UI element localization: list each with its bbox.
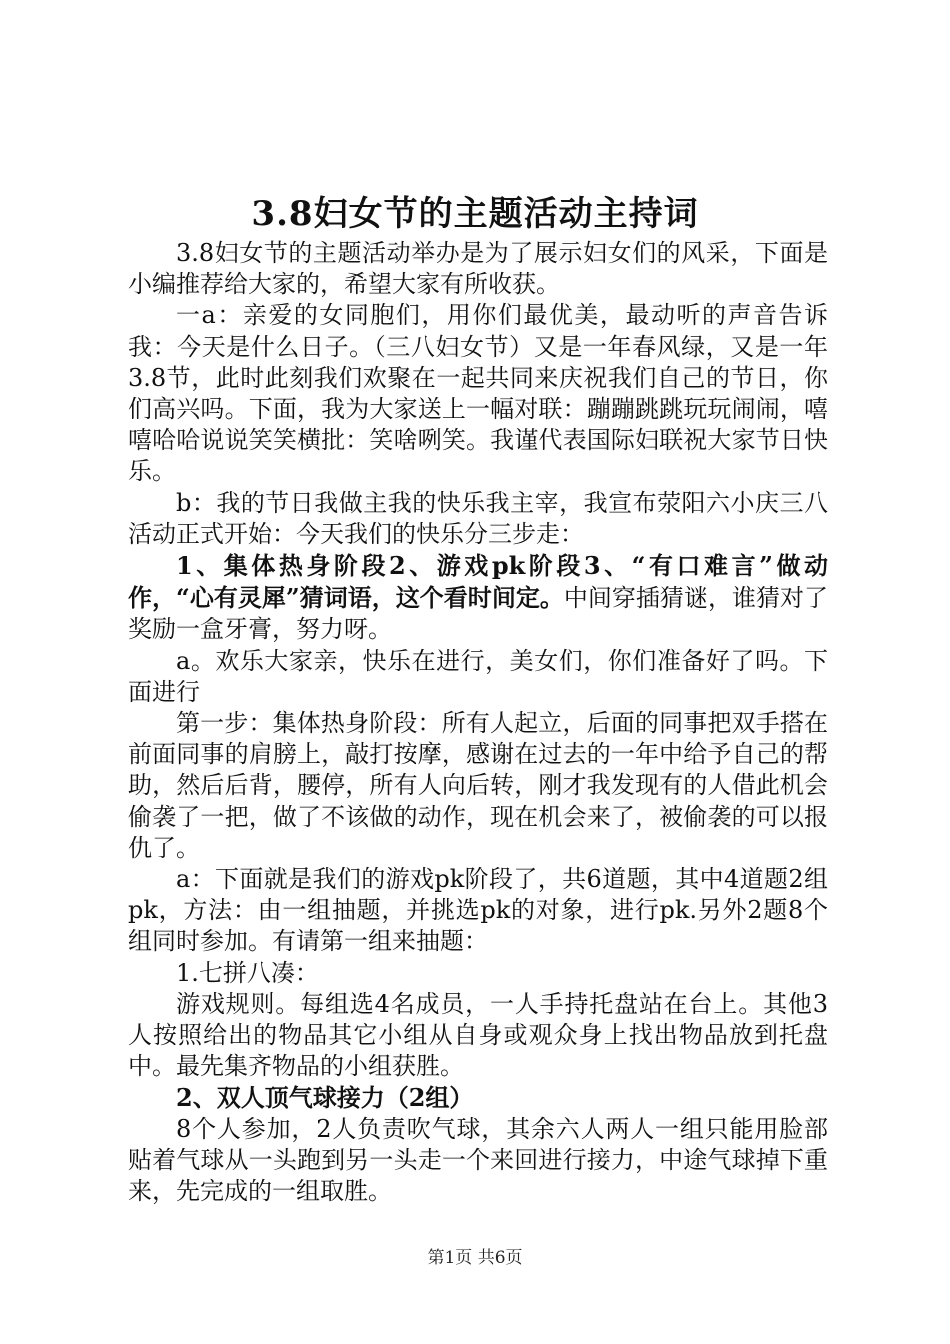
game-1-heading: 1.七拼八凑： xyxy=(176,958,319,987)
game-2-heading: 2、双人顶气球接力（2组） xyxy=(176,1083,474,1113)
ready-paragraph: a。欢乐大家亲，快乐在进行，美女们，你们准备好了吗。下面进行 xyxy=(128,646,828,706)
steps-paragraph xyxy=(128,550,828,646)
document-body xyxy=(128,238,828,1207)
steps-rest-text: 中间穿插猜谜，谁猜对了奖励一盒牙膏，努力呀。 xyxy=(128,584,829,644)
intro-paragraph: 3.8妇女节的主题活动举办是为了展示妇女们的风采，下面是小编推荐给大家的，希望大家有所收获。 xyxy=(128,239,828,299)
page-footer: 第1页 共6页 xyxy=(427,1248,523,1268)
steps-bold-text: 1、集体热身阶段2、游戏pk阶段3、“有口难言”做动作，“心有灵犀”猜词语，这个看时间定。 xyxy=(128,551,828,613)
document-title: 3.8妇女节的主题活动主持词 xyxy=(251,194,699,234)
host-b-paragraph: b：我的节日我做主我的快乐我主宰，我宣布荥阳六小庆三八活动正式开始：今天我们的快乐分三步走： xyxy=(128,488,828,548)
game-1-rules: 游戏规则。每组选4名成员，一人手持托盘站在台上。其他3人按照给出的物品其它小组从自身或观众身上找出物品放到托盘中。最先集齐物品的小组获胜。 xyxy=(128,989,828,1081)
host-a-paragraph: 一a：亲爱的女同胞们，用你们最优美，最动听的声音告诉我：今天是什么日子。（三八妇女节）又是一年春风绿，又是一年3.8节，此时此刻我们欢聚在一起共同来庆祝我们自己的节日，你们高兴吗。下面，我为大家送上一幅对联：蹦蹦跳跳玩玩闹闹，嘻嘻哈哈说说笑笑横批：笑啥咧笑。我谨代表国际妇联祝大家节日快乐。 xyxy=(128,301,828,486)
warmup-paragraph: 第一步：集体热身阶段：所有人起立，后面的同事把双手搭在前面同事的肩膀上，敲打按摩，感谢在过去的一年中给予自己的帮助，然后后背，腰停，所有人向后转，刚才我发现有的人借此机会偷袭了一把，做了不该做的动作，现在机会来了，被偷袭的可以报仇了。 xyxy=(128,709,828,862)
pk-paragraph: a：下面就是我们的游戏pk阶段了，共6道题，其中4道题2组pk，方法：由一组抽题，并挑选pk的对象，进行pk.另外2题8个组同时参加。有请第一组来抽题： xyxy=(128,865,828,956)
game-2-rules: 8个人参加，2人负责吹气球，其余六人两人一组只能用脸部贴着气球从一头跑到另一头走一个来回进行接力，中途气球掉下重来，先完成的一组取胜。 xyxy=(128,1114,828,1206)
